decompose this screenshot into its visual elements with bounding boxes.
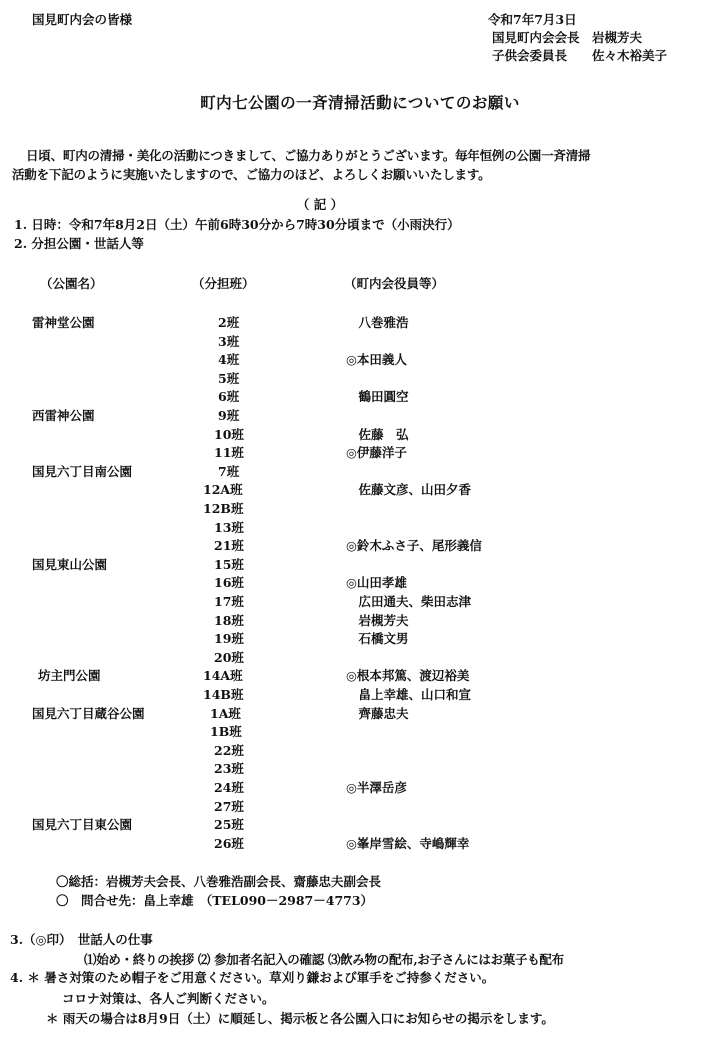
park-name: 坊主門公園: [38, 668, 101, 684]
table-row: [0, 689, 720, 707]
han-group: 27班: [214, 798, 244, 814]
note-rain-date: ＊ 雨天の場合は8月9日（土）に順延し、掲示板と各公園入口にお知らせの掲示をします。: [46, 1011, 554, 1026]
document-meta: [488, 14, 667, 68]
summary-overseers: 〇総括：岩槻芳夫会長、八巻雅浩副会長、齋藤忠夫副会長: [56, 874, 382, 889]
table-row: [0, 410, 720, 428]
table-row: [0, 633, 720, 651]
officer-names: ◎半澤岳彦: [346, 780, 407, 795]
officer-names: ◎本田義人: [346, 352, 407, 368]
intro-line-1: 日頃、町内の清掃・美化の活動につきまして、ご協力ありがとうございます。毎年恒例の公園一斉清掃: [26, 148, 591, 163]
han-group: 25班: [214, 817, 244, 833]
officer-names: 鶴田圓空: [346, 389, 409, 405]
han-group: 10班: [214, 426, 244, 442]
officer-names: 八巻雅浩: [346, 315, 409, 330]
item-datetime: 1. 日時：令和7年8月2日（土）午前6時30分から7時30分頃まで（小雨決行）: [14, 217, 460, 232]
han-group: 19班: [214, 631, 244, 647]
note-caretaker-duties-heading: 3.（◎印） 世話人の仕事: [10, 932, 153, 947]
han-group: 17班: [214, 594, 244, 609]
intro-line-2: 活動を下記のように実施いたしますので、ご協力のほど、よろしくお願いいたします。: [12, 167, 491, 182]
table-row: [0, 333, 720, 354]
officer-names: ◎山田孝雄: [346, 575, 407, 591]
note-covid: コロナ対策は、各人ご判断ください。: [62, 991, 275, 1006]
officer-names: 佐藤 弘: [346, 426, 409, 442]
han-group: 22班: [214, 742, 244, 758]
sender-committee: 子供会委員長 佐々木裕美子: [492, 48, 668, 63]
column-header-han: （分担班）: [192, 276, 255, 291]
han-group: 1A班: [210, 705, 241, 721]
table-row: [0, 463, 720, 484]
table-row: [0, 782, 720, 800]
column-header-park: （公園名）: [40, 276, 103, 291]
han-group: 21班: [214, 538, 244, 554]
table-row: [0, 612, 720, 633]
han-group: 6班: [218, 389, 240, 405]
park-name: 国見六丁目東公園: [32, 817, 133, 833]
document-date: 令和7年7月3日: [488, 12, 577, 27]
han-group: 14A班: [203, 668, 243, 684]
note-caretaker-duties: ⑴始め・終りの挨拶 ⑵ 参加者名記入の確認 ⑶飲み物の配布,お子さんにはお菓子も配布: [84, 952, 564, 967]
sender-chairman: 国見町内会会長 岩槻芳夫: [492, 30, 643, 45]
addressee: 国見町内会の皆様: [32, 12, 133, 27]
table-row: [0, 317, 720, 335]
table-row: [0, 742, 720, 763]
officer-names: ◎鈴木ふさ子、尾形義信: [346, 538, 482, 554]
table-row: [0, 370, 720, 391]
table-row: [0, 649, 720, 670]
park-name: 国見六丁目南公園: [32, 463, 133, 479]
table-row: [0, 726, 720, 744]
officer-names: 石橋文男: [346, 631, 409, 647]
han-group: 13班: [214, 519, 244, 535]
table-row: [0, 503, 720, 521]
park-name: 国見東山公園: [32, 556, 108, 572]
han-group: 12A班: [203, 482, 243, 498]
park-name: 雷神堂公園: [32, 315, 95, 330]
officer-names: ◎伊藤洋子: [346, 445, 407, 461]
han-group: 16班: [214, 575, 244, 591]
table-row: [0, 705, 720, 726]
ki-heading: （ 記 ）: [296, 197, 344, 212]
table-row: [0, 835, 720, 856]
officer-names: 畠上幸雄、山口和宣: [346, 687, 472, 702]
park-name: 国見六丁目蔵谷公園: [32, 705, 145, 721]
han-group: 9班: [218, 408, 240, 423]
han-group: 15班: [214, 556, 244, 572]
column-header-officers: （町内会役員等）: [344, 276, 445, 291]
officer-names: ◎峯岸雪絵、寺嶋輝幸: [346, 835, 470, 851]
han-group: 24班: [214, 780, 244, 795]
officer-names: 佐藤文彦、山田夕香: [346, 482, 472, 498]
park-name: 西雷神公園: [32, 408, 95, 423]
table-row: [0, 391, 720, 409]
han-group: 2班: [218, 315, 240, 330]
han-group: 7班: [218, 463, 240, 479]
items-list: [14, 219, 460, 257]
han-group: 12B班: [203, 501, 244, 516]
han-group: 4班: [218, 352, 240, 368]
table-row: [0, 447, 720, 465]
han-group: 11班: [214, 445, 244, 461]
table-row: [0, 763, 720, 781]
table-row: [0, 798, 720, 819]
intro-paragraph: [12, 146, 712, 184]
table-row: [0, 426, 720, 447]
table-row: [0, 484, 720, 502]
han-group: 14B班: [203, 687, 244, 702]
officer-names: ◎根本邦篤、渡辺裕美: [346, 668, 470, 684]
table-row: [0, 819, 720, 837]
item-assignment: 2. 分担公園・世話人等: [14, 236, 144, 251]
officer-names: 齊藤忠夫: [346, 705, 409, 721]
table-row: [0, 556, 720, 577]
table-row: [0, 519, 720, 540]
summary-contact: 〇 問合せ先：畠上幸雄 （TEL090－2987－4773）: [56, 893, 374, 908]
han-group: 1B班: [210, 724, 242, 740]
han-group: 5班: [218, 370, 240, 386]
han-group: 18班: [214, 612, 244, 628]
document-title: 町内七公園の一斉清掃活動についてのお願い: [200, 93, 520, 112]
han-group: 20班: [214, 649, 244, 665]
officer-names: 岩槻芳夫: [346, 612, 409, 628]
han-group: 3班: [218, 333, 240, 349]
table-row: [0, 354, 720, 372]
table-row: [0, 577, 720, 595]
table-row: [0, 596, 720, 614]
table-row: [0, 540, 720, 558]
table-row: [0, 670, 720, 688]
column-headers: [0, 278, 720, 296]
han-group: 26班: [214, 835, 244, 851]
note-heat-measures: 4. ＊ 暑さ対策のため帽子をご用意ください。草刈り鎌および軍手をご持参ください。: [10, 970, 495, 985]
officer-names: 広田通夫、柴田志津: [346, 594, 472, 609]
han-group: 23班: [214, 761, 244, 777]
